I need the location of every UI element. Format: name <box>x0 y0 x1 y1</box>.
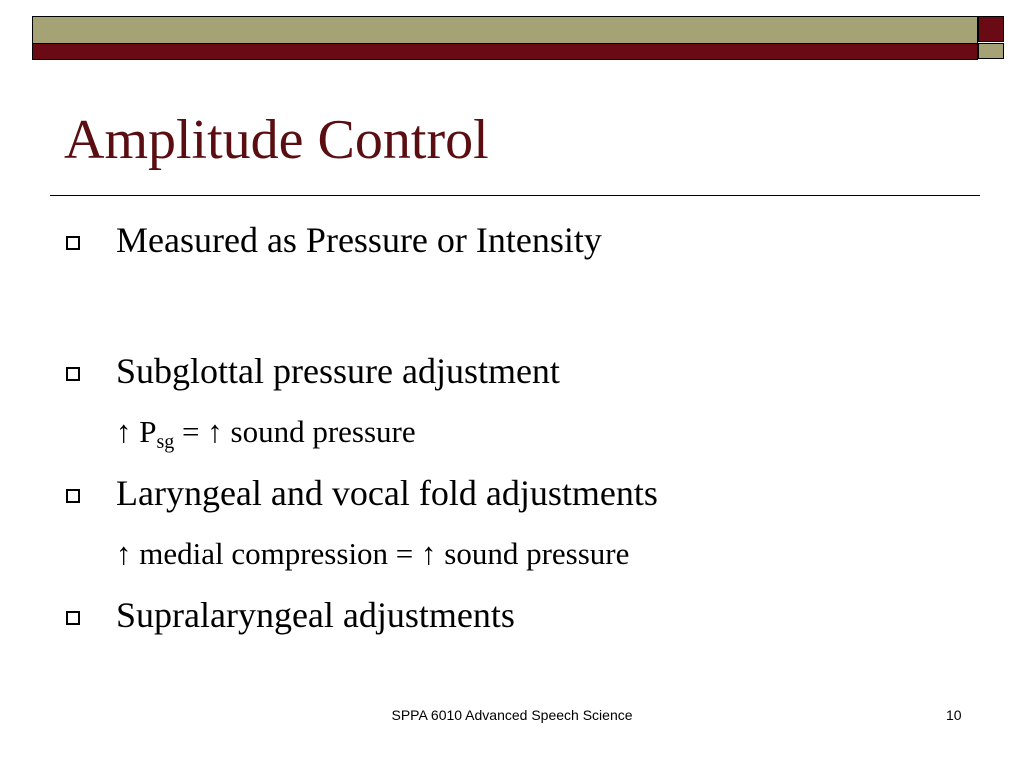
bullet-square-icon <box>66 611 80 625</box>
bullet-item: Subglottal pressure adjustment <box>116 351 560 391</box>
sub-bullet-suffix: = ↑ sound pressure <box>174 414 416 449</box>
header-square-maroon <box>978 16 1004 42</box>
header-band-olive <box>32 16 978 43</box>
footer-course-label: SPPA 6010 Advanced Speech Science <box>391 707 633 723</box>
sub-bullet-subscript: sg <box>156 431 175 453</box>
sub-bullet-item: ↑ medial compression = ↑ sound pressure <box>116 536 630 571</box>
sub-bullet-prefix: ↑ P <box>116 414 157 449</box>
slide-title: Amplitude Control <box>64 109 489 171</box>
header-square-olive <box>978 43 1004 59</box>
bullet-square-icon <box>66 489 80 503</box>
bullet-item: Laryngeal and vocal fold adjustments <box>116 473 658 513</box>
title-divider <box>50 195 980 196</box>
header-band-maroon <box>32 43 978 60</box>
sub-bullet-item <box>116 414 416 453</box>
bullet-square-icon <box>66 236 80 250</box>
bullet-item: Supralaryngeal adjustments <box>116 595 515 635</box>
bullet-square-icon <box>66 367 80 381</box>
bullet-item: Measured as Pressure or Intensity <box>116 220 602 260</box>
slide-number: 10 <box>946 707 962 723</box>
